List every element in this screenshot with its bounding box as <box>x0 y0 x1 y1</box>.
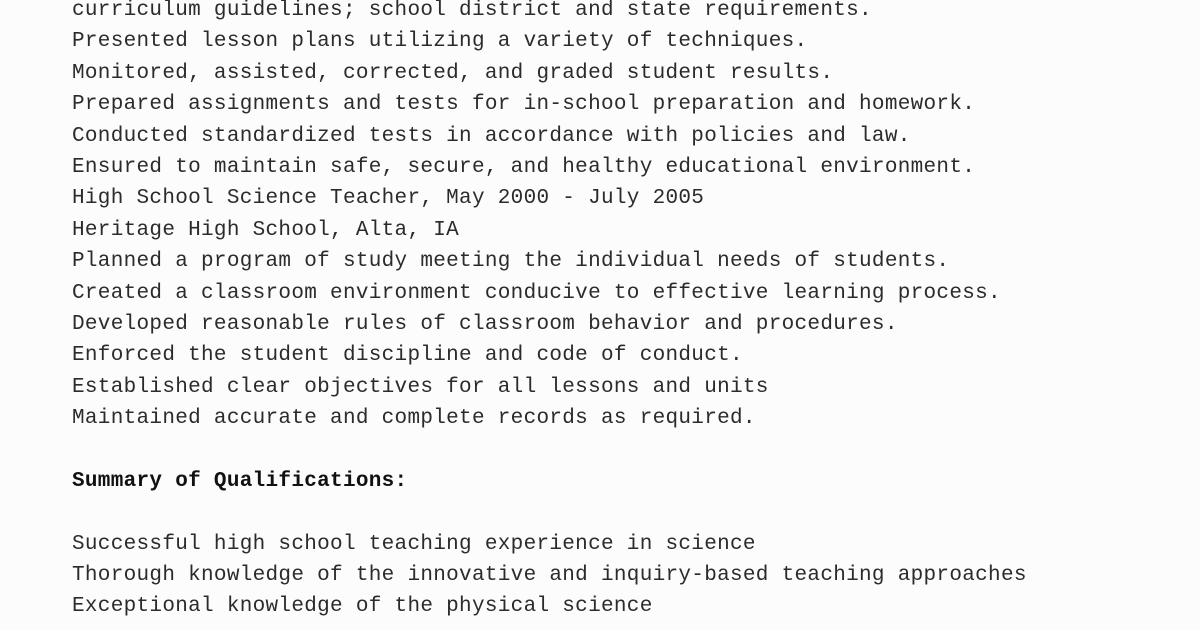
experience-line: Created a classroom environment conducive to effective learning process. <box>72 281 1001 305</box>
employer: Heritage High School, Alta, IA <box>72 218 460 242</box>
section-gap <box>72 497 1172 528</box>
experience-line: Prepared assignments and tests for in-school preparation and homework. <box>72 93 976 117</box>
experience-line: Ensured to maintain safe, secure, and healthy educational environment. <box>72 155 976 179</box>
experience-line: Planned a program of study meeting the individual needs of students. <box>72 250 950 274</box>
summary-item: Exceptional knowledge of the physical science <box>72 595 653 619</box>
experience-line: Conducted standardized tests in accordance with policies and law. <box>72 124 911 148</box>
summary-item: Successful high school teaching experience in science <box>72 532 756 556</box>
experience-line: Enforced the student discipline and code of conduct. <box>72 344 743 368</box>
section-gap <box>72 434 1172 465</box>
job-title: High School Science Teacher, May 2000 - July 2005 <box>72 187 705 211</box>
experience-line: Developed reasonable rules of classroom behavior and procedures. <box>72 312 898 336</box>
resume-content <box>72 0 1172 623</box>
summary-heading: Summary of Qualifications: <box>72 469 408 493</box>
experience-line: Monitored, assisted, corrected, and graded student results. <box>72 61 834 85</box>
experience-line: Presented lesson plans utilizing a variety of techniques. <box>72 30 808 54</box>
experience-line: curriculum guidelines; school district and state requirements. <box>72 0 872 22</box>
experience-line: Established clear objectives for all lessons and units <box>72 375 769 399</box>
experience-line: Maintained accurate and complete records as required. <box>72 407 756 431</box>
summary-item: Thorough knowledge of the innovative and inquiry-based teaching approaches <box>72 564 1027 588</box>
